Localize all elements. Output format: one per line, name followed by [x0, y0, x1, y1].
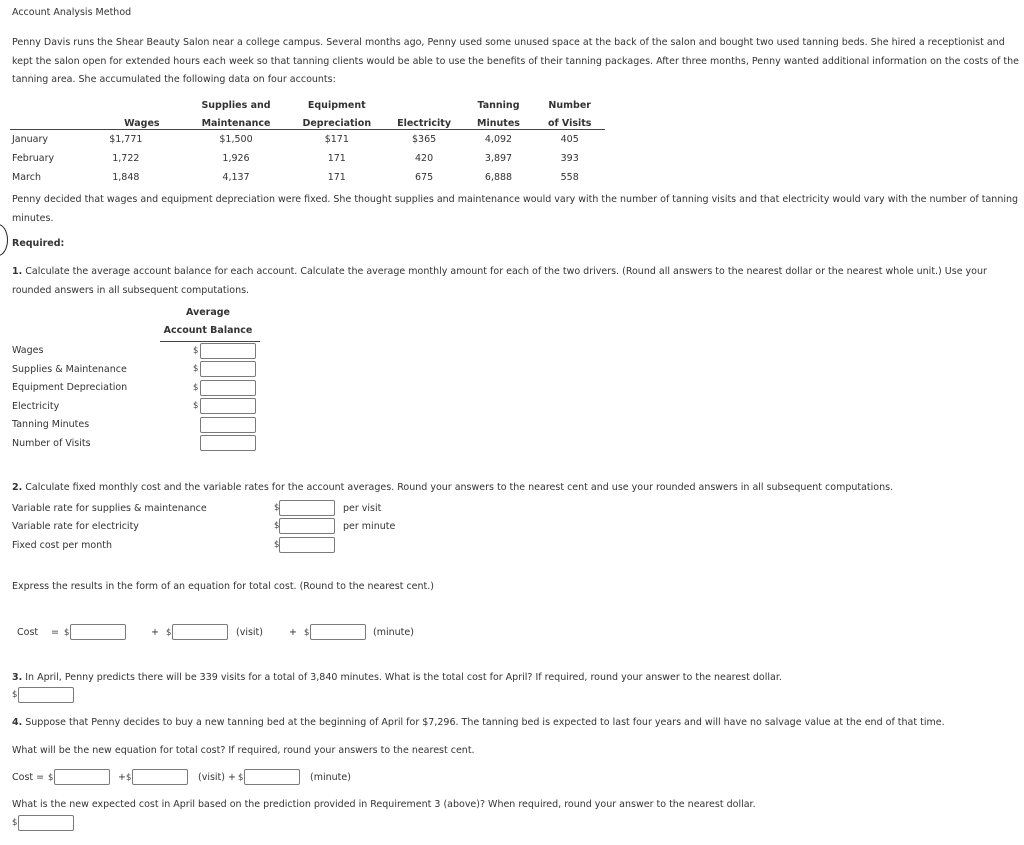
per-visit-unit: per visit [343, 503, 382, 514]
table-header-cell: Minutes [463, 111, 534, 130]
supplies-cell: 1,926 [222, 153, 250, 164]
table-header-row-top [10, 93, 605, 111]
visit-plus-label: (visit) + [198, 772, 236, 783]
currency-symbol: $ [274, 503, 280, 513]
q3-text: In April, Penny predicts there will be 339 visits for a total of 3,840 minutes. What is the total cost for April? If required, round your answer to the nearest dollar. [22, 672, 782, 683]
cost-visit-rate-input[interactable] [172, 624, 228, 640]
fixed-variable-note: Penny decided that wages and equipment depreciation were fixed. She thought supplies and maintenance would vary with the number of tanning visits and that electricity would vary with the number of tanning minutes. [12, 194, 1019, 224]
supplies-cell: $1,500 [219, 134, 253, 145]
q2-equation-prompt: Express the results in the form of an equation for total cost. (Round to the nearest cent.) [12, 581, 434, 592]
q1-instructions [12, 263, 1020, 300]
q2-row-label: Variable rate for supplies & maintenance [12, 503, 207, 514]
new-cost-label: Cost = [12, 772, 45, 783]
intro-paragraph: Penny Davis runs the Shear Beauty Salon near a college campus. Several months ago, Penny used some unused space at the back of the salon and bought two used tanning beds. She hired a receptionist and kept the salon open for extended hours each week so that tanning clients would be able to use the benefits of their tanning packages. After three months, Penny wanted additional information on the costs of the tanning area. She accumulated the following data on four accounts: [12, 37, 1019, 85]
table-row [10, 168, 605, 187]
q2-text: Calculate fixed monthly cost and the variable rates for the account averages. Round your answers to the nearest cent and use your rounded answers in all subsequent computations. [22, 482, 894, 493]
currency-symbol: $ [12, 818, 18, 828]
table-header-cell [385, 93, 463, 111]
currency-symbol: $ [193, 364, 199, 374]
page-title: Account Analysis Method [12, 7, 132, 18]
minutes-cell: 6,888 [484, 172, 513, 183]
minute-label: (minute) [373, 627, 414, 638]
minute-label: (minute) [310, 772, 351, 783]
q3-instructions [12, 672, 782, 683]
q1-row-label: Supplies & Maintenance [12, 364, 127, 375]
table-header-cell: Depreciation [288, 111, 385, 130]
electricity-cell: $365 [411, 134, 437, 145]
q2-instructions [12, 479, 1020, 498]
visits-cell: 558 [560, 172, 579, 183]
q1-row-label: Tanning Minutes [12, 419, 90, 430]
equipment-cell: 171 [327, 172, 346, 183]
currency-symbol: $ [193, 401, 199, 411]
q2-number: 2. [12, 482, 23, 493]
header-divider [160, 341, 260, 342]
supplies-cell: 4,137 [222, 172, 250, 183]
month-cell: January [12, 134, 49, 145]
account-data-table [10, 93, 605, 187]
avg-col-header-2: Account Balance [163, 325, 253, 336]
decorative-arc [0, 224, 8, 256]
table-header-cell: Wages [68, 111, 183, 130]
currency-symbol: $ [274, 540, 280, 550]
q1-row-label: Equipment Depreciation [12, 382, 128, 393]
equals-sign: = [51, 627, 59, 638]
visit-label: (visit) [236, 627, 263, 638]
currency-symbol: $ [304, 628, 310, 638]
avg-electricity-input[interactable] [200, 398, 256, 414]
currency-symbol: $ [48, 773, 54, 783]
cost-label: Cost [17, 627, 39, 638]
table-header-cell [68, 93, 183, 111]
q3-number: 3. [12, 672, 23, 683]
table-header-cell [10, 93, 68, 111]
avg-col-header-1: Average [186, 307, 230, 318]
avg-wages-input[interactable] [200, 343, 256, 359]
avg-supplies-input[interactable] [200, 361, 256, 377]
q1-row-label: Number of Visits [12, 438, 91, 449]
electricity-cell: 675 [415, 172, 434, 183]
table-row [10, 149, 605, 168]
table-header-cell: of Visits [534, 111, 606, 130]
plus-sign: + [289, 627, 297, 638]
currency-symbol: $ [193, 383, 199, 393]
q4-text: Suppose that Penny decides to buy a new tanning bed at the beginning of April for $7,296. The tanning bed is expected to last four years and will have no salvage value at the end of that time. [22, 717, 945, 728]
q4-equation-prompt: What will be the new equation for total cost? If required, round your answers to the nearest cent. [12, 745, 475, 756]
wages-cell: 1,722 [112, 153, 140, 164]
new-april-cost-input[interactable] [18, 815, 74, 831]
cost-fixed-input[interactable] [70, 624, 126, 640]
plus-sign: + [151, 627, 159, 638]
q1-row-label: Wages [12, 345, 44, 356]
table-header-cell: Number [548, 100, 591, 111]
cost-minute-rate-input[interactable] [310, 624, 366, 640]
avg-equipment-input[interactable] [200, 380, 256, 396]
visits-cell: 405 [560, 134, 579, 145]
currency-symbol: $ [238, 773, 244, 783]
table-header-cell: Equipment [307, 100, 366, 111]
plus-sign: + [118, 772, 126, 783]
q1-text: Calculate the average account balance for each account. Calculate the average monthly amount for each of the two drivers. (Round all answers to the nearest dollar or the nearest whole unit.) Use your rounded answers in all subsequent computations. [12, 266, 987, 296]
table-header-cell: Maintenance [184, 111, 289, 130]
wages-cell: 1,848 [112, 172, 140, 183]
minutes-cell: 3,897 [484, 153, 513, 164]
equipment-cell: $171 [324, 134, 349, 145]
table-header-cell [10, 111, 68, 130]
april-total-cost-input[interactable] [18, 687, 74, 703]
table-header-cell: Electricity [385, 111, 463, 130]
supplies-variable-rate-input[interactable] [279, 500, 335, 516]
q4-final-prompt: What is the new expected cost in April based on the prediction provided in Requirement 3 (above)? When required, round your answer to the nearest dollar. [12, 799, 756, 810]
new-cost-visit-rate-input[interactable] [132, 769, 188, 785]
fixed-cost-input[interactable] [279, 537, 335, 553]
q4-number: 4. [12, 717, 23, 728]
table-row [10, 130, 605, 150]
table-header-cell: Tanning [477, 100, 520, 111]
currency-symbol: $ [166, 628, 172, 638]
q4-instructions [12, 717, 945, 728]
minutes-cell: 4,092 [484, 134, 513, 145]
currency-symbol: $ [274, 521, 280, 531]
currency-symbol: $ [193, 346, 199, 356]
currency-symbol: $ [12, 690, 18, 700]
q2-row-label: Variable rate for electricity [12, 521, 139, 532]
q2-row-label: Fixed cost per month [12, 540, 113, 551]
table-header-cell: Supplies and [201, 100, 271, 111]
avg-visits-input[interactable] [200, 435, 256, 451]
new-cost-minute-rate-input[interactable] [244, 769, 300, 785]
q1-row-label: Electricity [12, 401, 60, 412]
required-heading: Required: [12, 238, 65, 249]
per-minute-unit: per minute [343, 521, 396, 532]
q1-number: 1. [12, 266, 23, 277]
new-cost-fixed-input[interactable] [54, 769, 110, 785]
electricity-cell: 420 [415, 153, 434, 164]
wages-cell: $1,771 [109, 134, 143, 145]
currency-symbol: $ [126, 773, 132, 783]
month-cell: February [12, 153, 55, 164]
visits-cell: 393 [560, 153, 579, 164]
month-cell: March [12, 172, 41, 183]
equipment-cell: 171 [327, 153, 346, 164]
avg-tanning-minutes-input[interactable] [200, 417, 256, 433]
electricity-variable-rate-input[interactable] [279, 518, 335, 534]
currency-symbol: $ [64, 628, 70, 638]
table-header-row-bottom [10, 111, 605, 130]
